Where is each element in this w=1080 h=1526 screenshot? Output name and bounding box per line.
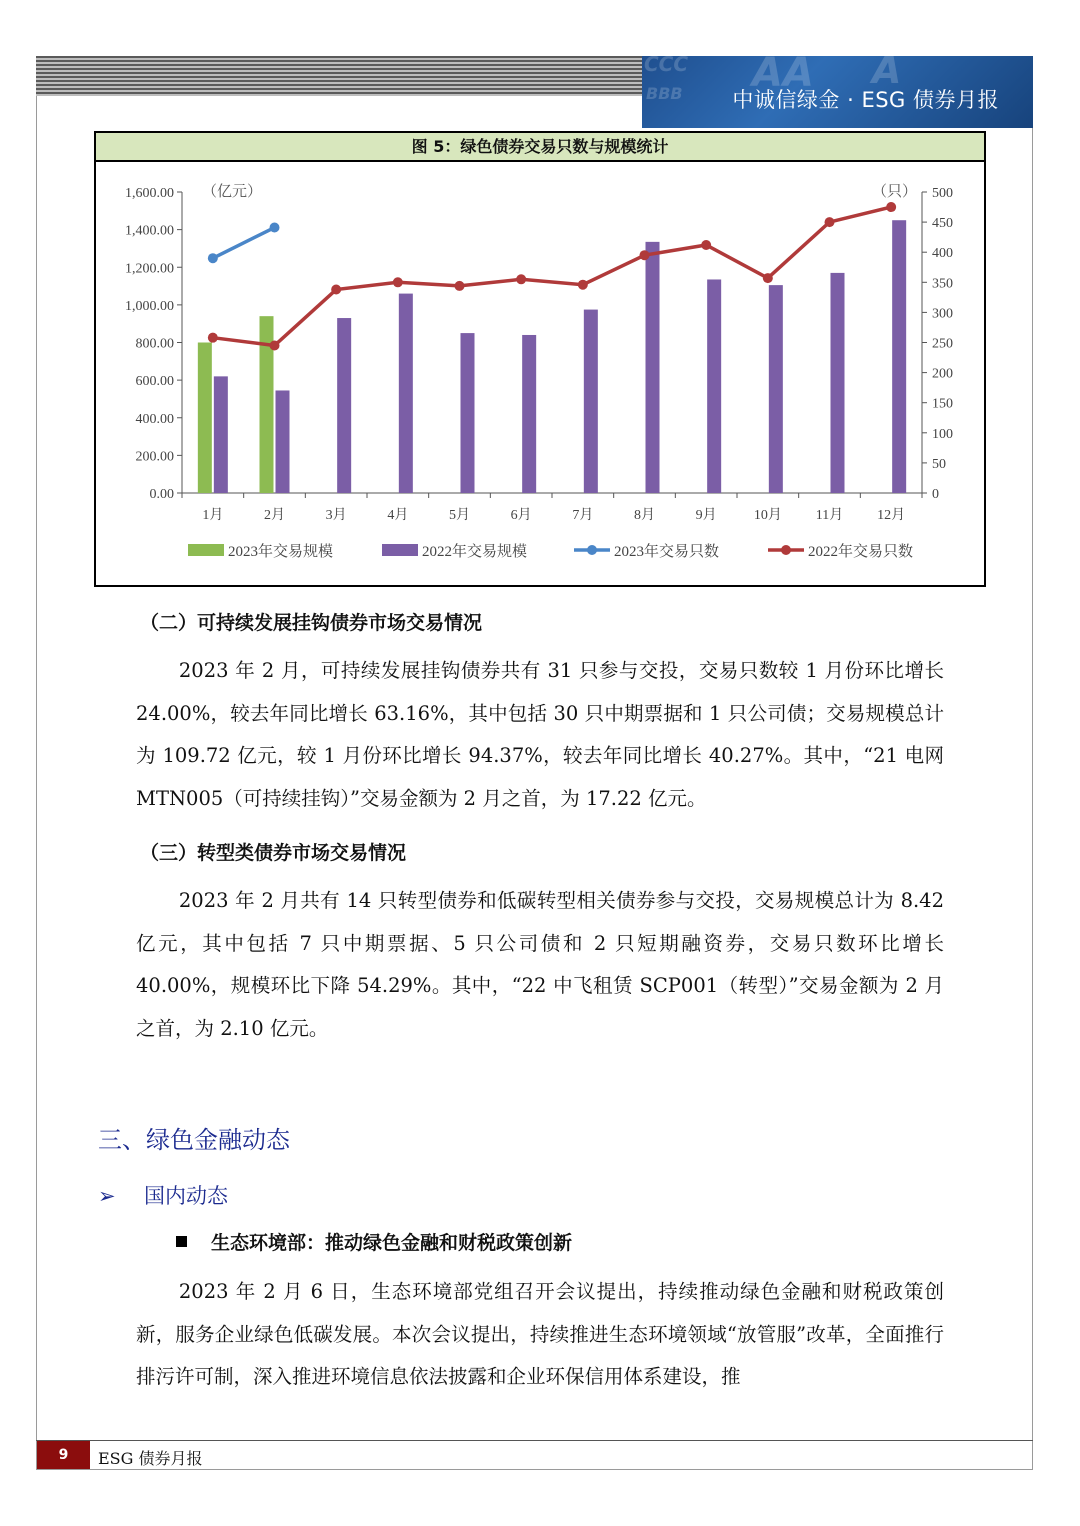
legend-swatch <box>188 544 224 556</box>
figure-5 <box>94 131 986 587</box>
series-point <box>270 341 280 351</box>
x-tick-label: 9月 <box>695 508 717 523</box>
series-point <box>578 280 588 290</box>
chapter-title: 三、绿色金融动态 <box>98 1126 290 1154</box>
right-tick-label: 100 <box>932 426 953 442</box>
header-banner <box>642 56 1033 128</box>
series-point <box>701 240 711 250</box>
legend-swatch-point <box>781 545 791 555</box>
item-title-text: 生态环境部：推动绿色金融和财税政策创新 <box>211 1232 573 1254</box>
bar-2022 <box>522 335 536 493</box>
section-3-title: （三）转型类债券市场交易情况 <box>140 842 407 864</box>
left-tick-label: 600.00 <box>135 374 174 390</box>
section-3-paragraph: 2023 年 2 月共有 14 只转型债券和低碳转型相关债券参与交投，交易规模总计为 8.42 亿元，其中包括 7 只中期票据、5 只公司债和 2 只短期融资券，交易只数环比增长 40.00%，规模环比下降 54.29%。其中，“22 中飞租赁 SCP001（转型）”交易金额为 2 月之首，为 2.10 亿元。 <box>136 889 944 1040</box>
left-tick-label: 0.00 <box>149 487 174 502</box>
item-title <box>176 1228 572 1255</box>
x-tick-label: 7月 <box>572 508 594 523</box>
bar-2022 <box>337 318 351 493</box>
left-tick-label: 1,000.00 <box>125 298 174 314</box>
right-tick-label: 350 <box>932 276 953 292</box>
section-2-paragraph: 2023 年 2 月，可持续发展挂钩债券共有 31 只参与交投，交易只数较 1 月份环比增长 24.00%，较去年同比增长 63.16%，其中包括 30 只中期票据和 1 只公司债；交易规模总计为 109.72 亿元，较 1 月份环比增长 94.37%，较去年同比增长 40.27%。其中，“21 电网 MTN005（可持续挂钩）”交易金额为 2 月之首，为 17.22 亿元。 <box>136 659 944 810</box>
series-point <box>763 273 773 283</box>
right-tick-label: 500 <box>932 186 953 201</box>
left-tick-label: 800.00 <box>135 336 174 352</box>
series-point <box>455 281 465 291</box>
left-tick-label: 200.00 <box>135 449 174 465</box>
legend-label: 2023年交易只数 <box>614 544 720 560</box>
series-point <box>516 274 526 284</box>
series-line-2022 <box>213 207 891 345</box>
bar-2022 <box>276 390 290 493</box>
left-axis-unit: （亿元） <box>202 184 263 200</box>
right-tick-label: 450 <box>932 216 953 232</box>
left-tick-label: 1,600.00 <box>125 186 174 201</box>
banner-deco-letters: BBB <box>646 84 683 103</box>
right-tick-label: 50 <box>932 456 946 472</box>
x-tick-label: 8月 <box>634 508 655 523</box>
legend-label: 2022年交易只数 <box>808 544 914 560</box>
header-title: 中诚信绿金 · ESG 债券月报 <box>732 88 999 112</box>
series-point <box>270 223 280 233</box>
x-tick-label: 6月 <box>510 508 532 523</box>
right-tick-label: 150 <box>932 396 953 412</box>
x-tick-label: 2月 <box>264 508 285 523</box>
series-point <box>331 285 341 295</box>
subsection-label: 国内动态 <box>144 1184 228 1208</box>
bar-2022 <box>461 333 475 493</box>
x-tick-label: 12月 <box>877 508 906 523</box>
square-bullet-icon <box>176 1236 187 1247</box>
series-point <box>886 202 896 212</box>
bar-2022 <box>769 285 783 493</box>
series-line-2023 <box>213 228 275 259</box>
item-paragraph: 2023 年 2 月 6 日，生态环境部党组召开会议提出，持续推动绿色金融和财税政策创新，服务企业绿色低碳发展。本次会议提出，持续推进生态环境领域“放管服”改革，全面推行排污许可制，深入推进环境信息依法披露和企业环保信用体系建设，推 <box>136 1280 944 1388</box>
footer-line <box>36 1440 1033 1441</box>
left-tick-label: 1,400.00 <box>125 223 174 239</box>
right-tick-label: 300 <box>932 306 953 322</box>
series-point <box>825 217 835 227</box>
bar-2023 <box>198 343 212 494</box>
series-point <box>393 277 403 287</box>
x-tick-label: 11月 <box>815 508 844 523</box>
legend-label: 2022年交易规模 <box>422 544 528 560</box>
x-tick-label: 1月 <box>202 508 224 523</box>
bar-2022 <box>399 294 413 493</box>
subsection-title <box>98 1180 228 1210</box>
series-point <box>208 253 218 263</box>
right-tick-label: 0 <box>932 487 939 502</box>
bar-2022 <box>831 273 845 493</box>
page-number: 9 <box>37 1441 90 1470</box>
left-tick-label: 1,200.00 <box>125 261 174 277</box>
series-point <box>208 333 218 343</box>
legend-swatch <box>382 544 418 556</box>
combo-chart <box>96 164 984 585</box>
figure-title: 图 5：绿色债券交易只数与规模统计 <box>96 133 984 162</box>
footer-bottom-line <box>36 1469 1033 1470</box>
legend-swatch-point <box>587 545 597 555</box>
header-stripes <box>36 56 642 96</box>
bar-2022 <box>646 242 660 493</box>
right-tick-label: 200 <box>932 366 953 382</box>
x-tick-label: 3月 <box>325 508 347 523</box>
legend-label: 2023年交易规模 <box>228 544 334 560</box>
right-tick-label: 250 <box>932 336 953 352</box>
bar-2022 <box>584 310 598 493</box>
bar-2022 <box>214 376 228 493</box>
banner-deco-letters: A <box>872 56 902 92</box>
banner-deco-letters: CCC <box>644 56 689 76</box>
right-tick-label: 400 <box>932 246 953 262</box>
section-2-title: （二）可持续发展挂钩债券市场交易情况 <box>140 612 483 634</box>
banner-deco-letters: AA <box>752 56 814 96</box>
bar-2022 <box>892 220 906 493</box>
arrow-icon: ➢ <box>98 1184 116 1208</box>
x-tick-label: 10月 <box>753 508 782 523</box>
x-tick-label: 5月 <box>449 508 470 523</box>
left-tick-label: 400.00 <box>135 411 174 427</box>
series-point <box>640 250 650 260</box>
bar-2022 <box>707 279 721 493</box>
right-axis-unit: （只） <box>872 184 918 200</box>
footer-text: ESG 债券月报 <box>98 1449 203 1468</box>
x-tick-label: 4月 <box>387 508 409 523</box>
